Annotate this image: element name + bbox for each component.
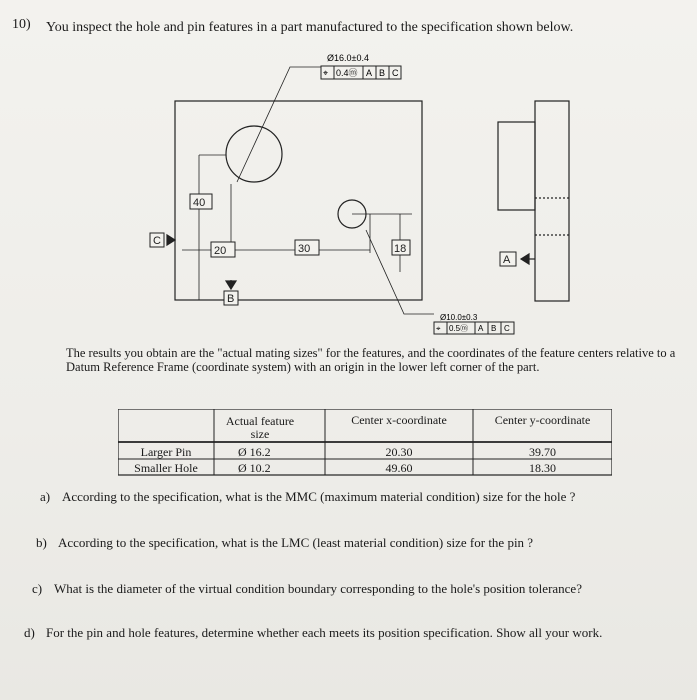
row-size: Ø 16.2 [238, 445, 271, 459]
pin-size-label: Ø16.0±0.4 [327, 53, 369, 63]
dim-hole-x: 30 [298, 243, 311, 255]
header-x: Center x-coordinate [351, 413, 447, 427]
row-label: Larger Pin [140, 445, 192, 459]
row-y: 18.30 [529, 461, 556, 475]
datum-b: B [227, 293, 235, 305]
position-symbol-icon: ⌖ [323, 68, 329, 78]
svg-text:C: C [392, 68, 399, 78]
pin-feature-control-frame [321, 66, 401, 79]
side-view-body [535, 101, 569, 301]
question-c: c) What is the diameter of the virtual condition boundary corresponding to the hole's position tolerance? [32, 581, 582, 596]
engineering-drawing [0, 0, 697, 340]
dim-pin-y: 40 [193, 197, 206, 209]
svg-text:C: C [504, 324, 510, 333]
hole-size-label: Ø10.0±0.3 [440, 313, 478, 322]
svg-text:A: A [366, 68, 373, 78]
datum-a: A [503, 254, 511, 266]
results-table [118, 409, 612, 477]
svg-text:A: A [478, 324, 484, 333]
row-size: Ø 10.2 [238, 461, 271, 475]
dim-pin-x: 20 [214, 245, 227, 257]
row-x: 20.30 [385, 445, 413, 459]
row-label: Smaller Hole [134, 461, 198, 475]
svg-text:B: B [491, 324, 497, 333]
position-symbol-icon: ⌖ [436, 324, 441, 333]
pin-circle [226, 126, 282, 182]
row-y: 39.70 [529, 445, 556, 459]
header-y: Center y-coordinate [494, 413, 591, 427]
svg-text:0.4ⓜ: 0.4ⓜ [336, 68, 358, 78]
question-a: a) According to the specification, what is the MMC (maximum material condition) size for the hole ? [40, 489, 576, 504]
svg-text:0.5ⓜ: 0.5ⓜ [449, 324, 469, 333]
dim-hole-y: 18 [394, 243, 407, 255]
question-number: 10) [12, 17, 31, 32]
side-view-pin [498, 122, 535, 210]
hole-feature-control-frame [434, 322, 514, 334]
datum-c: C [153, 235, 161, 247]
header-size: Actual feature size [225, 414, 295, 441]
svg-text:B: B [379, 68, 386, 78]
row-x: 49.60 [385, 461, 413, 475]
question-intro: You inspect the hole and pin features in a part manufactured to the specification shown below. [46, 20, 574, 35]
results-description: The results you obtain are the "actual mating sizes" for the features, and the coordinates of the feature centers relative to a Datum Reference Frame (coordinate system) with an origin in the lower left corner of the part. [66, 346, 676, 374]
question-b: b) According to the specification, what is the LMC (least material condition) size for the pin ? [36, 535, 534, 550]
question-d: d) For the pin and hole features, determine whether each meets its position specification. Show all your work. [24, 625, 603, 640]
